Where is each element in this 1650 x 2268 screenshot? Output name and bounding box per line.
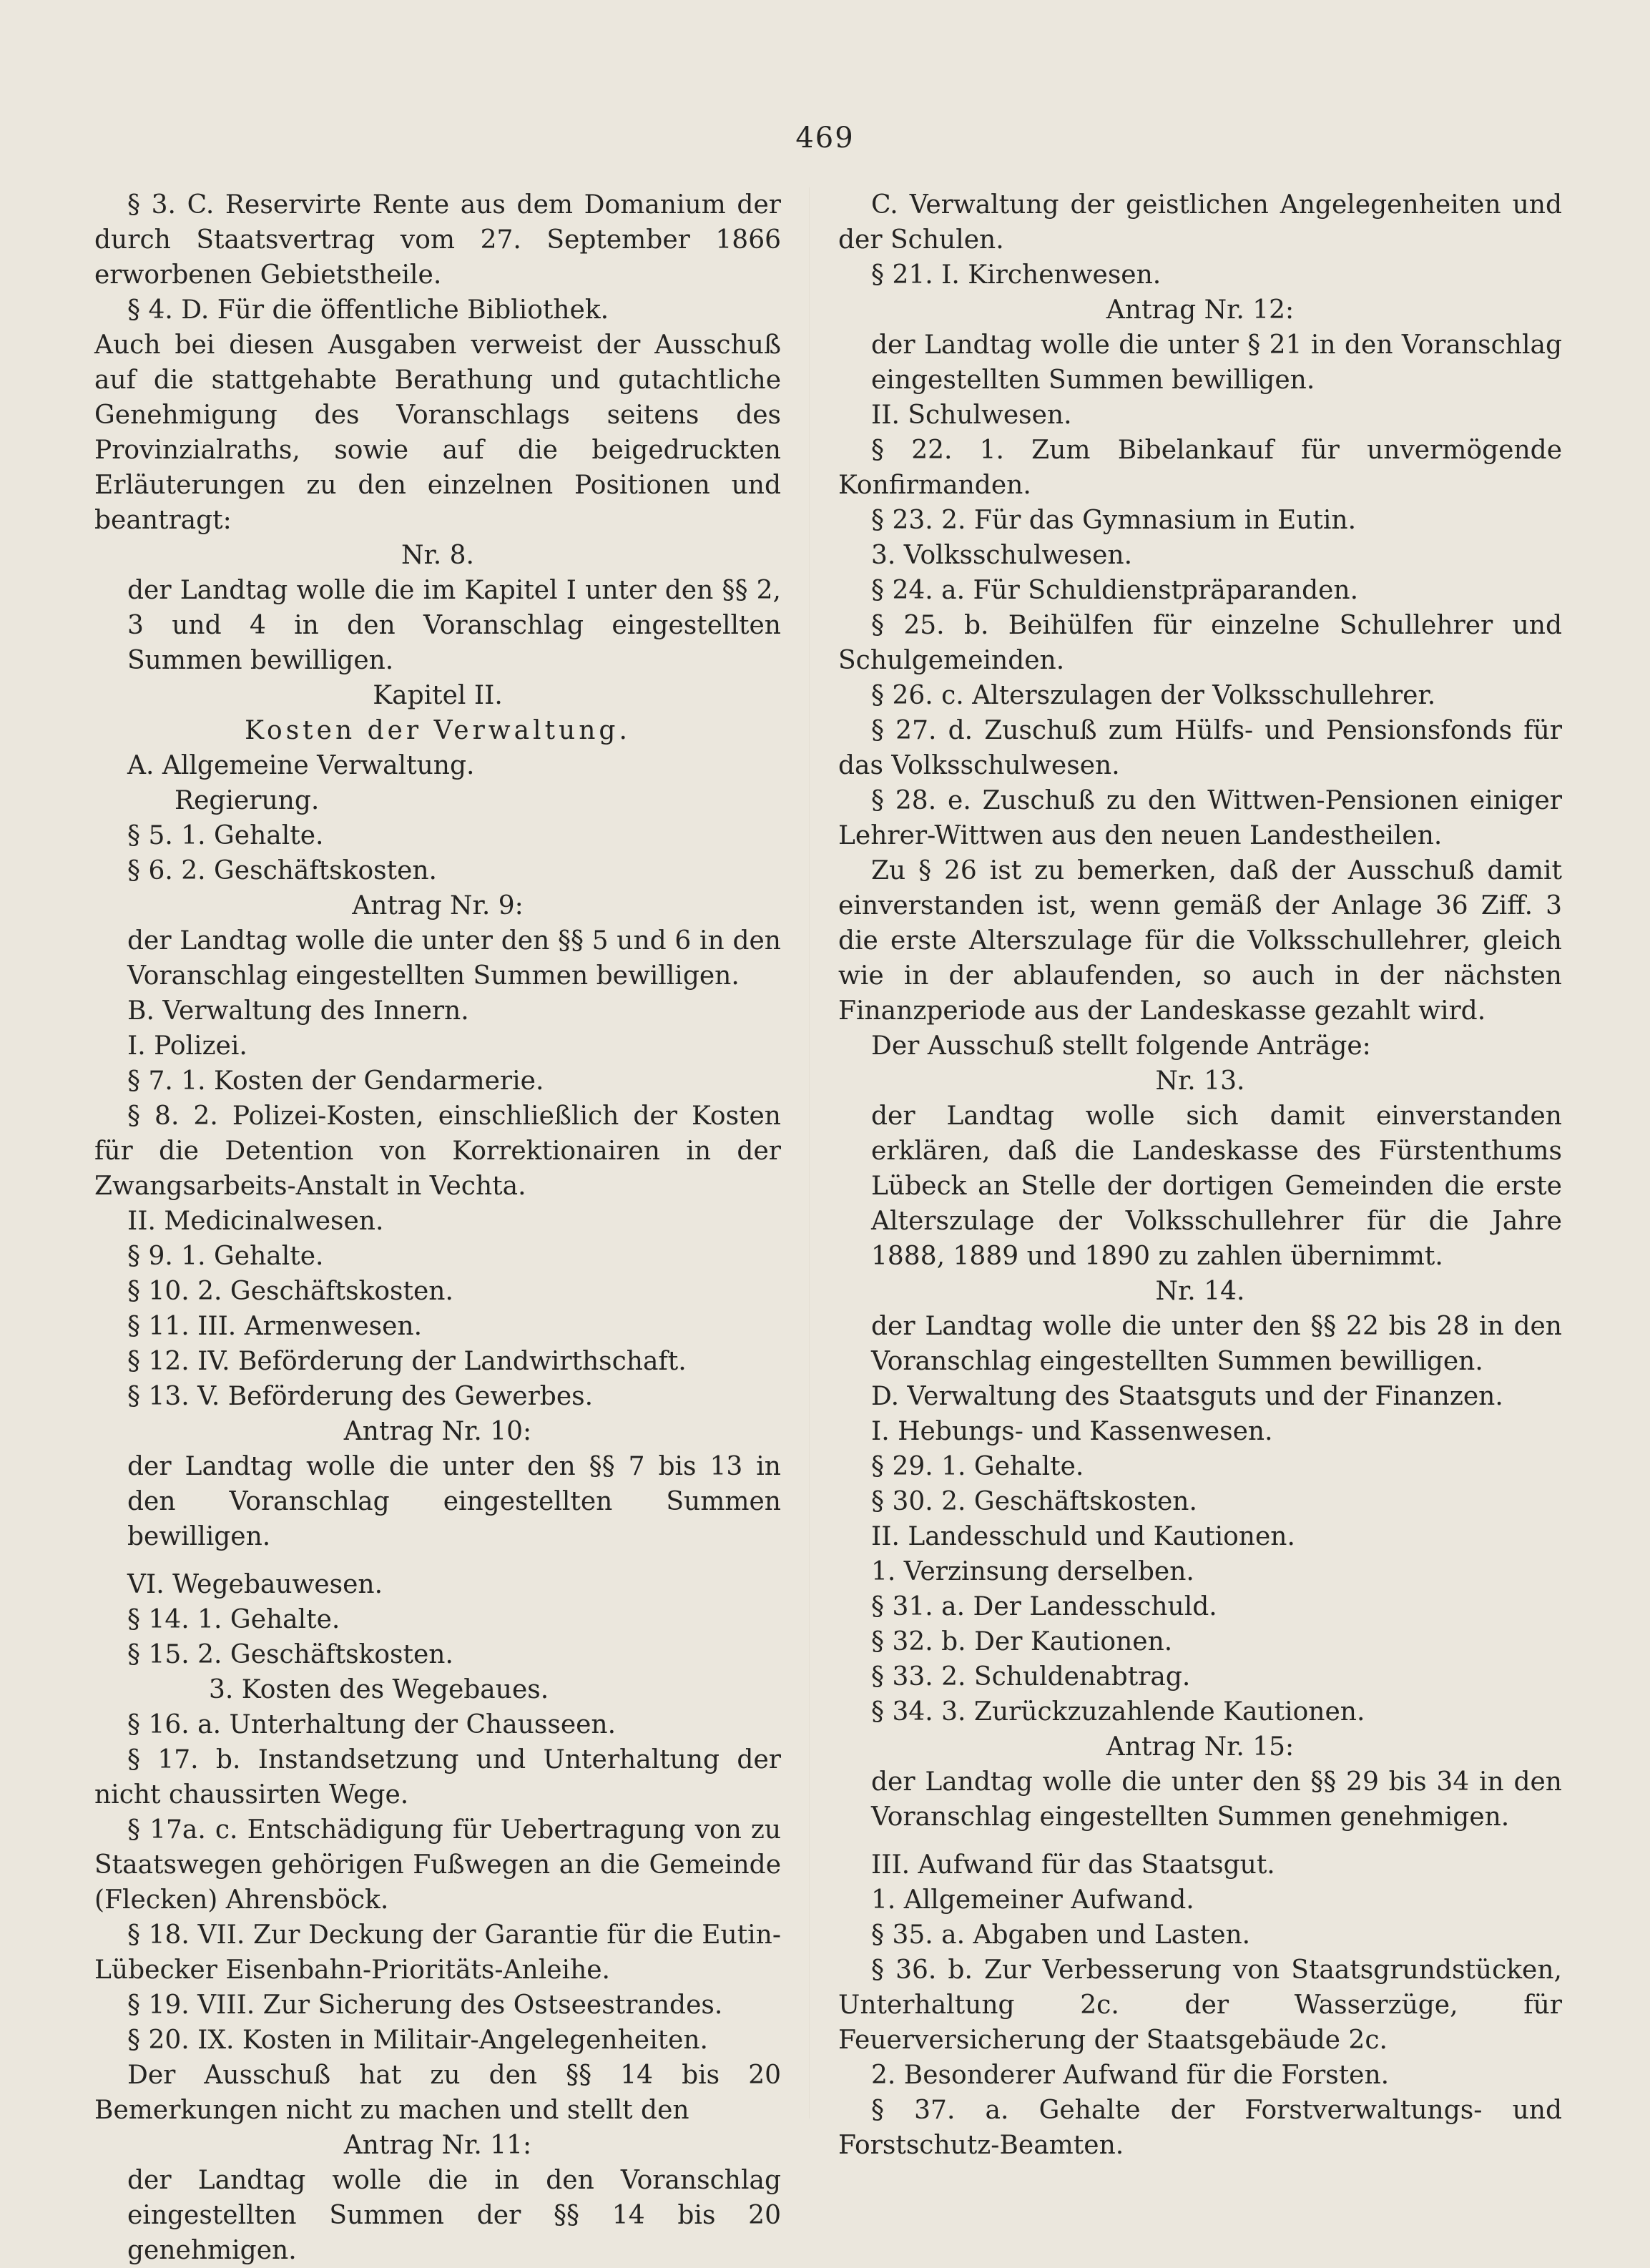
left-paragraph: § 5. 1. Gehalte. [127,821,324,850]
left-paragraph: § 12. IV. Beförderung der Landwirthschaft. [127,1347,687,1376]
right-paragraph: II. Schulwesen. [871,401,1072,430]
right-paragraph: § 29. 1. Gehalte. [871,1452,1084,1481]
right-paragraph: Antrag Nr. 15: [1106,1732,1295,1762]
left-paragraph: § 17. b. Instandsetzung und Unterhaltung der nicht chaussirten Wege. [94,1745,781,1810]
left-paragraph: § 18. VII. Zur Deckung der Garantie für die Eutin-Lübecker Eisenbahn-Prioritäts-Anleihe. [94,1920,781,1985]
right-paragraph: Nr. 14. [1155,1277,1245,1306]
right-paragraph: § 32. b. Der Kautionen. [871,1627,1173,1656]
right-paragraph: § 26. c. Alterszulagen der Volksschullehrer. [871,681,1436,710]
right-paragraph [838,1835,1562,1847]
left-paragraph: der Landtag wolle die im Kapitel I unter den §§ 2, 3 und 4 in den Voranschlag eingestellten Summen bewilligen. [127,576,781,675]
left-paragraph: II. Medicinalwesen. [127,1207,384,1236]
left-paragraph: B. Verwaltung des Innern. [127,996,469,1026]
right-paragraph: Der Ausschuß stellt folgende Anträge: [871,1031,1371,1061]
right-paragraph: 3. Volksschulwesen. [871,541,1133,570]
left-paragraph: § 7. 1. Kosten der Gendarmerie. [127,1066,544,1096]
right-paragraph: III. Aufwand für das Staatsgut. [871,1850,1275,1880]
left-paragraph: Antrag Nr. 10: [343,1417,532,1446]
right-paragraph: der Landtag wolle die unter den §§ 22 bis 28 in den Voranschlag eingestellten Summen bewilligen. [871,1312,1562,1376]
right-paragraph: § 34. 3. Zurückzuzahlende Kautionen. [871,1697,1365,1727]
left-paragraph: der Landtag wolle die unter den §§ 7 bis 13 in den Voranschlag eingestellten Summen bewilligen. [127,1452,781,1551]
right-paragraph: § 37. a. Gehalte der Forstverwaltungs- und Forstschutz-Beamten. [838,2096,1562,2160]
right-paragraph: § 31. a. Der Landesschuld. [871,1592,1217,1621]
left-paragraph: Antrag Nr. 11: [343,2131,532,2160]
right-paragraph: § 35. a. Abgaben und Lasten. [871,1920,1251,1950]
right-paragraph: § 21. I. Kirchenwesen. [871,260,1162,290]
column-divider [809,187,810,2119]
left-paragraph: § 11. III. Armenwesen. [127,1312,423,1341]
right-paragraph: der Landtag wolle die unter den §§ 29 bis 34 in den Voranschlag eingestellten Summen genehmigen. [871,1767,1562,1832]
left-paragraph: der Landtag wolle die unter den §§ 5 und 6 in den Voranschlag eingestellten Summen bewilligen. [127,926,781,991]
left-paragraph: VI. Wegebauwesen. [127,1570,383,1599]
left-paragraph: § 20. IX. Kosten in Militair-Angelegenheiten. [127,2026,709,2055]
right-paragraph: § 23. 2. Für das Gymnasium in Eutin. [871,506,1357,535]
page-number: 469 [795,122,855,154]
left-paragraph: Antrag Nr. 9: [352,891,524,921]
left-paragraph: § 6. 2. Geschäftskosten. [127,856,438,885]
left-paragraph: § 3. C. Reservirte Rente aus dem Domanium der durch Staatsvertrag vom 27. September 1866 erworbenen Gebietstheile. [94,190,781,290]
left-paragraph: § 17a. c. Entschädigung für Uebertragung von zu Staatswegen gehörigen Fußwegen an die Gemeinde (Flecken) Ahrensböck. [94,1815,781,1915]
right-paragraph: § 27. d. Zuschuß zum Hülfs- und Pensionsfonds für das Volksschulwesen. [838,716,1562,780]
right-paragraph: 1. Allgemeiner Aufwand. [871,1885,1194,1915]
right-paragraph: II. Landesschuld und Kautionen. [871,1522,1295,1551]
right-paragraph: 1. Verzinsung derselben. [871,1557,1194,1586]
left-paragraph: Der Ausschuß hat zu den §§ 14 bis 20 Bemerkungen nicht zu machen und stellt den [94,2061,781,2125]
left-paragraph: § 10. 2. Geschäftskosten. [127,1277,453,1306]
left-paragraph: 3. Kosten des Wegebaues. [209,1675,549,1704]
right-paragraph: Nr. 13. [1155,1066,1245,1096]
right-paragraph: D. Verwaltung des Staatsguts und der Finanzen. [871,1382,1503,1411]
right-paragraph: Antrag Nr. 12: [1106,295,1295,325]
right-text-column [838,187,1562,2163]
left-paragraph: § 4. D. Für die öffentliche Bibliothek. [127,295,609,325]
left-paragraph: der Landtag wolle die in den Voranschlag eingestellten Summen der §§ 14 bis 20 genehmigen. [127,2166,781,2265]
left-paragraph: § 16. a. Unterhaltung der Chausseen. [127,1710,617,1739]
left-paragraph: § 14. 1. Gehalte. [127,1605,340,1634]
left-paragraph [94,1554,781,1567]
right-paragraph: Zu § 26 ist zu bemerken, daß der Ausschuß damit einverstanden ist, wenn gemäß der Anlage 36 Ziff. 3 die erste Alterszulage für die Volksschullehrer, gleich wie in der ablaufenden, so auch in der nächsten Finanzperiode aus der Landeskasse gezahlt wird. [838,856,1562,1026]
right-paragraph: der Landtag wolle sich damit einverstanden erklären, daß die Landeskasse des Fürstenthums Lübeck an Stelle der dortigen Gemeinden die erste Alterszulage der Volksschullehrer für die Jahre 1888, 1889 und 1890 zu zahlen übernimmt. [871,1101,1562,1271]
left-paragraph: Nr. 8. [401,541,474,570]
right-paragraph: C. Verwaltung der geistlichen Angelegenheiten und der Schulen. [838,190,1562,255]
right-paragraph: 2. Besonderer Aufwand für die Forsten. [871,2061,1390,2090]
left-paragraph: § 8. 2. Polizei-Kosten, einschließlich der Kosten für die Detention von Korrektionairen in der Zwangsarbeits-Anstalt in Vechta. [94,1101,781,1201]
right-paragraph: § 22. 1. Zum Bibelankauf für unvermögende Konfirmanden. [838,436,1562,500]
right-paragraph: I. Hebungs- und Kassenwesen. [871,1417,1273,1446]
left-paragraph: Auch bei diesen Ausgaben verweist der Ausschuß auf die stattgehabte Berathung und gutachtliche Genehmigung des Voranschlags seitens des Provinzialraths, sowie auf die beigedruckten Erläuterungen zu den einzelnen Positionen und beantragt: [94,330,781,535]
right-paragraph: § 28. e. Zuschuß zu den Wittwen-Pensionen einiger Lehrer-Wittwen aus den neuen Landestheilen. [838,786,1562,850]
right-paragraph: der Landtag wolle die unter § 21 in den Voranschlag eingestellten Summen bewilligen. [871,330,1562,395]
right-paragraph: § 24. a. Für Schuldienstpräparanden. [871,576,1359,605]
left-paragraph: I. Polizei. [127,1031,247,1061]
left-text-column [94,187,781,2268]
left-paragraph: Kapitel II. [373,681,503,710]
left-paragraph: § 19. VIII. Zur Sicherung des Ostseestrandes. [127,1990,723,2020]
left-paragraph: § 13. V. Beförderung des Gewerbes. [127,1382,594,1411]
left-paragraph: Kosten der Verwaltung. [245,716,631,745]
left-paragraph: § 9. 1. Gehalte. [127,1242,324,1271]
right-paragraph: § 36. b. Zur Verbesserung von Staatsgrundstücken, Unterhaltung 2c. der Wasserzüge, für Feuerversicherung der Staatsgebäude 2c. [838,1955,1562,2055]
right-paragraph: § 30. 2. Geschäftskosten. [871,1487,1197,1516]
left-paragraph: § 15. 2. Geschäftskosten. [127,1640,453,1669]
right-paragraph: § 25. b. Beihülfen für einzelne Schullehrer und Schulgemeinden. [838,611,1562,675]
left-paragraph: A. Allgemeine Verwaltung. [127,751,475,780]
right-paragraph: § 33. 2. Schuldenabtrag. [871,1662,1191,1692]
left-paragraph: Regierung. [175,786,320,815]
